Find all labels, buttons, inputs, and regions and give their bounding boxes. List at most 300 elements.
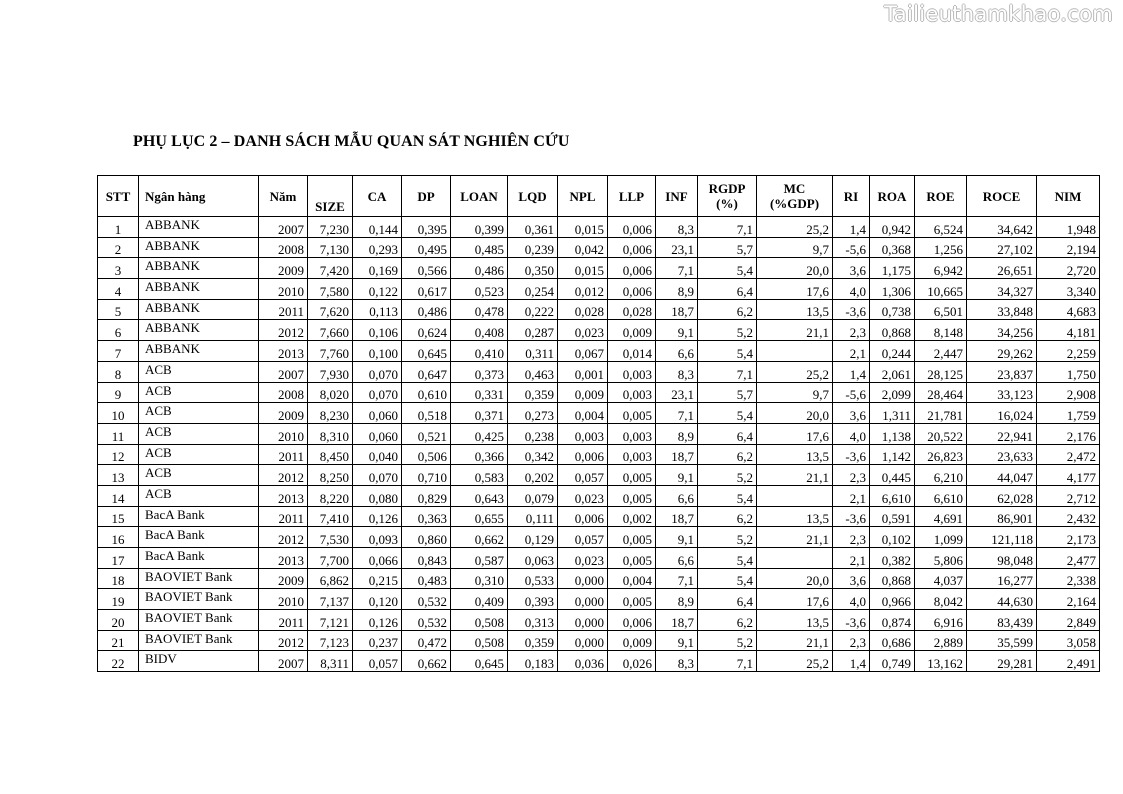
cell-dp: 0,662 — [402, 651, 451, 672]
cell-ri: 2,1 — [833, 548, 870, 569]
cell-size: 7,123 — [308, 630, 353, 651]
cell-year: 2013 — [259, 548, 308, 569]
cell-roe: 6,210 — [915, 465, 967, 486]
cell-rgdp: 6,4 — [698, 423, 757, 444]
cell-roa: 1,306 — [870, 279, 915, 300]
cell-llp: 0,028 — [608, 299, 656, 320]
table-row — [98, 610, 1100, 631]
cell-ri: -5,6 — [833, 382, 870, 403]
observation-table — [97, 175, 1100, 672]
cell-llp: 0,004 — [608, 568, 656, 589]
cell-roce: 34,256 — [967, 320, 1037, 341]
cell-dp: 0,624 — [402, 320, 451, 341]
cell-loan: 0,373 — [451, 361, 508, 382]
cell-dp: 0,532 — [402, 610, 451, 631]
table-row — [98, 506, 1100, 527]
cell-npl: 0,057 — [558, 527, 608, 548]
cell-loan: 0,508 — [451, 610, 508, 631]
cell-dp: 0,495 — [402, 237, 451, 258]
cell-stt: 2 — [98, 237, 139, 258]
cell-lqd: 0,222 — [508, 299, 558, 320]
cell-llp: 0,005 — [608, 465, 656, 486]
cell-npl: 0,000 — [558, 589, 608, 610]
col-header-roe: ROE — [915, 176, 967, 217]
cell-llp: 0,005 — [608, 589, 656, 610]
watermark: Tailieuthamkhao.com — [884, 2, 1113, 26]
cell-rgdp: 5,4 — [698, 341, 757, 362]
cell-llp: 0,006 — [608, 279, 656, 300]
cell-llp: 0,003 — [608, 382, 656, 403]
cell-inf: 7,1 — [656, 403, 698, 424]
cell-ca: 0,113 — [353, 299, 402, 320]
cell-roce: 26,651 — [967, 258, 1037, 279]
cell-llp: 0,002 — [608, 506, 656, 527]
cell-loan: 0,508 — [451, 630, 508, 651]
cell-size: 7,130 — [308, 237, 353, 258]
cell-dp: 0,363 — [402, 506, 451, 527]
col-header-rgdp: RGDP (%) — [698, 176, 757, 217]
cell-roa: 0,368 — [870, 237, 915, 258]
cell-inf: 6,6 — [656, 485, 698, 506]
cell-roce: 35,599 — [967, 630, 1037, 651]
cell-ri: 1,4 — [833, 361, 870, 382]
cell-ca: 0,066 — [353, 548, 402, 569]
cell-dp: 0,506 — [402, 444, 451, 465]
cell-year: 2012 — [259, 630, 308, 651]
cell-stt: 17 — [98, 548, 139, 569]
cell-lqd: 0,202 — [508, 465, 558, 486]
cell-loan: 0,399 — [451, 217, 508, 238]
cell-stt: 15 — [98, 506, 139, 527]
cell-dp: 0,829 — [402, 485, 451, 506]
cell-size: 8,230 — [308, 403, 353, 424]
cell-stt: 10 — [98, 403, 139, 424]
cell-mc: 21,1 — [757, 630, 833, 651]
cell-rgdp: 6,4 — [698, 279, 757, 300]
cell-stt: 12 — [98, 444, 139, 465]
cell-roa: 0,738 — [870, 299, 915, 320]
cell-npl: 0,015 — [558, 217, 608, 238]
cell-rgdp: 5,7 — [698, 237, 757, 258]
cell-bank: ABBANK — [139, 299, 259, 320]
table-row — [98, 258, 1100, 279]
cell-year: 2008 — [259, 237, 308, 258]
cell-ri: 4,0 — [833, 589, 870, 610]
cell-bank: ACB — [139, 361, 259, 382]
cell-lqd: 0,463 — [508, 361, 558, 382]
cell-roa: 0,868 — [870, 568, 915, 589]
table-row — [98, 630, 1100, 651]
cell-ca: 0,293 — [353, 237, 402, 258]
cell-size: 8,311 — [308, 651, 353, 672]
cell-size: 7,420 — [308, 258, 353, 279]
cell-bank: ACB — [139, 382, 259, 403]
cell-ri: 2,3 — [833, 630, 870, 651]
cell-npl: 0,023 — [558, 485, 608, 506]
cell-llp: 0,009 — [608, 320, 656, 341]
cell-rgdp: 5,2 — [698, 630, 757, 651]
cell-llp: 0,006 — [608, 258, 656, 279]
cell-year: 2008 — [259, 382, 308, 403]
cell-inf: 23,1 — [656, 237, 698, 258]
cell-mc — [757, 485, 833, 506]
cell-loan: 0,366 — [451, 444, 508, 465]
col-header-loan: LOAN — [451, 176, 508, 217]
cell-rgdp: 5,2 — [698, 527, 757, 548]
cell-ca: 0,144 — [353, 217, 402, 238]
cell-ca: 0,060 — [353, 403, 402, 424]
cell-rgdp: 5,4 — [698, 258, 757, 279]
cell-lqd: 0,111 — [508, 506, 558, 527]
table-row — [98, 651, 1100, 672]
cell-bank: ACB — [139, 403, 259, 424]
cell-npl: 0,000 — [558, 610, 608, 631]
cell-roce: 27,102 — [967, 237, 1037, 258]
cell-inf: 8,3 — [656, 651, 698, 672]
cell-dp: 0,483 — [402, 568, 451, 589]
cell-roa: 0,686 — [870, 630, 915, 651]
cell-npl: 0,057 — [558, 465, 608, 486]
cell-stt: 19 — [98, 589, 139, 610]
cell-loan: 0,486 — [451, 258, 508, 279]
table-row — [98, 341, 1100, 362]
cell-llp: 0,005 — [608, 527, 656, 548]
cell-npl: 0,006 — [558, 506, 608, 527]
cell-ca: 0,080 — [353, 485, 402, 506]
col-header-roce: ROCE — [967, 176, 1037, 217]
cell-roe: 6,501 — [915, 299, 967, 320]
cell-npl: 0,001 — [558, 361, 608, 382]
cell-mc: 25,2 — [757, 361, 833, 382]
cell-dp: 0,617 — [402, 279, 451, 300]
cell-mc: 20,0 — [757, 403, 833, 424]
cell-ca: 0,215 — [353, 568, 402, 589]
col-header-ri: RI — [833, 176, 870, 217]
cell-npl: 0,006 — [558, 444, 608, 465]
cell-ri: 1,4 — [833, 651, 870, 672]
cell-roa: 0,966 — [870, 589, 915, 610]
cell-stt: 18 — [98, 568, 139, 589]
col-header-npl: NPL — [558, 176, 608, 217]
cell-nim: 2,164 — [1037, 589, 1100, 610]
cell-llp: 0,003 — [608, 423, 656, 444]
cell-stt: 1 — [98, 217, 139, 238]
cell-year: 2012 — [259, 465, 308, 486]
cell-bank: ACB — [139, 465, 259, 486]
cell-roa: 0,445 — [870, 465, 915, 486]
cell-npl: 0,036 — [558, 651, 608, 672]
cell-stt: 16 — [98, 527, 139, 548]
table-row — [98, 485, 1100, 506]
cell-nim: 2,176 — [1037, 423, 1100, 444]
cell-lqd: 0,063 — [508, 548, 558, 569]
cell-inf: 8,9 — [656, 279, 698, 300]
cell-ca: 0,070 — [353, 361, 402, 382]
cell-roce: 34,327 — [967, 279, 1037, 300]
cell-roce: 33,123 — [967, 382, 1037, 403]
table-row — [98, 279, 1100, 300]
cell-stt: 7 — [98, 341, 139, 362]
cell-loan: 0,645 — [451, 651, 508, 672]
cell-ri: 2,3 — [833, 465, 870, 486]
cell-inf: 9,1 — [656, 320, 698, 341]
cell-year: 2007 — [259, 217, 308, 238]
cell-dp: 0,532 — [402, 589, 451, 610]
cell-year: 2011 — [259, 610, 308, 631]
cell-roce: 86,901 — [967, 506, 1037, 527]
cell-roce: 22,941 — [967, 423, 1037, 444]
cell-bank: ABBANK — [139, 320, 259, 341]
cell-ca: 0,120 — [353, 589, 402, 610]
cell-mc: 17,6 — [757, 279, 833, 300]
cell-size: 7,660 — [308, 320, 353, 341]
cell-nim: 2,491 — [1037, 651, 1100, 672]
cell-year: 2007 — [259, 361, 308, 382]
cell-bank: BIDV — [139, 651, 259, 672]
cell-ri: -3,6 — [833, 506, 870, 527]
cell-roa: 2,061 — [870, 361, 915, 382]
cell-year: 2009 — [259, 403, 308, 424]
cell-nim: 4,177 — [1037, 465, 1100, 486]
cell-roe: 2,889 — [915, 630, 967, 651]
cell-size: 8,310 — [308, 423, 353, 444]
col-header-ca: CA — [353, 176, 402, 217]
cell-inf: 7,1 — [656, 568, 698, 589]
table-row — [98, 403, 1100, 424]
cell-ri: 2,1 — [833, 341, 870, 362]
cell-size: 7,760 — [308, 341, 353, 362]
cell-npl: 0,003 — [558, 423, 608, 444]
cell-ri: 4,0 — [833, 423, 870, 444]
cell-lqd: 0,183 — [508, 651, 558, 672]
table-row — [98, 423, 1100, 444]
col-header-mc: MC (%GDP) — [757, 176, 833, 217]
cell-ca: 0,126 — [353, 506, 402, 527]
cell-inf: 6,6 — [656, 341, 698, 362]
cell-inf: 18,7 — [656, 299, 698, 320]
col-header-year: Năm — [259, 176, 308, 217]
cell-roe: 28,464 — [915, 382, 967, 403]
cell-mc — [757, 548, 833, 569]
cell-ca: 0,122 — [353, 279, 402, 300]
cell-npl: 0,023 — [558, 320, 608, 341]
cell-ri: 3,6 — [833, 403, 870, 424]
cell-bank: ACB — [139, 423, 259, 444]
cell-roa: 6,610 — [870, 485, 915, 506]
cell-rgdp: 5,2 — [698, 320, 757, 341]
cell-ca: 0,093 — [353, 527, 402, 548]
cell-llp: 0,006 — [608, 610, 656, 631]
col-header-roa: ROA — [870, 176, 915, 217]
cell-npl: 0,009 — [558, 382, 608, 403]
cell-dp: 0,843 — [402, 548, 451, 569]
cell-rgdp: 7,1 — [698, 361, 757, 382]
cell-mc: 17,6 — [757, 423, 833, 444]
cell-roe: 28,125 — [915, 361, 967, 382]
table-row — [98, 299, 1100, 320]
cell-lqd: 0,359 — [508, 630, 558, 651]
cell-inf: 8,3 — [656, 217, 698, 238]
cell-roe: 6,942 — [915, 258, 967, 279]
cell-ri: -3,6 — [833, 610, 870, 631]
cell-dp: 0,395 — [402, 217, 451, 238]
cell-roce: 83,439 — [967, 610, 1037, 631]
table-row — [98, 382, 1100, 403]
cell-lqd: 0,350 — [508, 258, 558, 279]
cell-ri: -5,6 — [833, 237, 870, 258]
cell-lqd: 0,533 — [508, 568, 558, 589]
cell-npl: 0,028 — [558, 299, 608, 320]
cell-loan: 0,371 — [451, 403, 508, 424]
cell-roe: 8,042 — [915, 589, 967, 610]
cell-rgdp: 5,4 — [698, 485, 757, 506]
cell-roe: 10,665 — [915, 279, 967, 300]
cell-ca: 0,169 — [353, 258, 402, 279]
cell-mc: 20,0 — [757, 568, 833, 589]
table-body — [98, 217, 1100, 672]
cell-ri: 1,4 — [833, 217, 870, 238]
cell-size: 8,020 — [308, 382, 353, 403]
cell-size: 7,230 — [308, 217, 353, 238]
cell-dp: 0,610 — [402, 382, 451, 403]
cell-roa: 0,942 — [870, 217, 915, 238]
cell-inf: 18,7 — [656, 444, 698, 465]
cell-roe: 4,691 — [915, 506, 967, 527]
cell-bank: ABBANK — [139, 341, 259, 362]
cell-roa: 1,311 — [870, 403, 915, 424]
cell-nim: 2,338 — [1037, 568, 1100, 589]
cell-mc: 17,6 — [757, 589, 833, 610]
table-row — [98, 361, 1100, 382]
cell-stt: 14 — [98, 485, 139, 506]
cell-rgdp: 5,2 — [698, 465, 757, 486]
cell-llp: 0,005 — [608, 485, 656, 506]
cell-ca: 0,040 — [353, 444, 402, 465]
cell-mc: 13,5 — [757, 299, 833, 320]
cell-roe: 1,099 — [915, 527, 967, 548]
cell-inf: 8,9 — [656, 423, 698, 444]
cell-size: 7,121 — [308, 610, 353, 631]
cell-loan: 0,331 — [451, 382, 508, 403]
cell-dp: 0,566 — [402, 258, 451, 279]
cell-size: 7,620 — [308, 299, 353, 320]
cell-size: 8,450 — [308, 444, 353, 465]
cell-roe: 5,806 — [915, 548, 967, 569]
table-header-row — [98, 176, 1100, 217]
cell-roce: 44,047 — [967, 465, 1037, 486]
cell-lqd: 0,079 — [508, 485, 558, 506]
cell-stt: 22 — [98, 651, 139, 672]
cell-loan: 0,485 — [451, 237, 508, 258]
cell-year: 2009 — [259, 568, 308, 589]
cell-mc: 21,1 — [757, 465, 833, 486]
cell-stt: 6 — [98, 320, 139, 341]
cell-year: 2011 — [259, 299, 308, 320]
col-header-nim: NIM — [1037, 176, 1100, 217]
cell-nim: 2,472 — [1037, 444, 1100, 465]
cell-roa: 1,142 — [870, 444, 915, 465]
cell-nim: 2,849 — [1037, 610, 1100, 631]
cell-year: 2010 — [259, 589, 308, 610]
cell-size: 7,930 — [308, 361, 353, 382]
cell-inf: 8,9 — [656, 589, 698, 610]
cell-nim: 2,712 — [1037, 485, 1100, 506]
cell-mc — [757, 341, 833, 362]
cell-roce: 34,642 — [967, 217, 1037, 238]
cell-nim: 2,908 — [1037, 382, 1100, 403]
cell-nim: 2,259 — [1037, 341, 1100, 362]
table-row — [98, 568, 1100, 589]
cell-roa: 1,175 — [870, 258, 915, 279]
cell-roce: 23,837 — [967, 361, 1037, 382]
cell-loan: 0,662 — [451, 527, 508, 548]
cell-roe: 6,916 — [915, 610, 967, 631]
cell-roa: 0,874 — [870, 610, 915, 631]
col-header-bank: Ngân hàng — [139, 176, 259, 217]
cell-ri: 2,3 — [833, 527, 870, 548]
cell-size: 8,220 — [308, 485, 353, 506]
cell-stt: 8 — [98, 361, 139, 382]
cell-mc: 25,2 — [757, 217, 833, 238]
cell-roe: 6,524 — [915, 217, 967, 238]
cell-nim: 3,340 — [1037, 279, 1100, 300]
cell-inf: 23,1 — [656, 382, 698, 403]
cell-stt: 13 — [98, 465, 139, 486]
cell-year: 2007 — [259, 651, 308, 672]
cell-ca: 0,126 — [353, 610, 402, 631]
cell-nim: 1,750 — [1037, 361, 1100, 382]
cell-npl: 0,067 — [558, 341, 608, 362]
cell-lqd: 0,313 — [508, 610, 558, 631]
cell-roce: 33,848 — [967, 299, 1037, 320]
cell-mc: 25,2 — [757, 651, 833, 672]
cell-rgdp: 6,2 — [698, 299, 757, 320]
cell-lqd: 0,273 — [508, 403, 558, 424]
cell-rgdp: 5,4 — [698, 548, 757, 569]
cell-inf: 18,7 — [656, 506, 698, 527]
cell-mc: 9,7 — [757, 382, 833, 403]
cell-nim: 1,759 — [1037, 403, 1100, 424]
cell-roe: 20,522 — [915, 423, 967, 444]
cell-dp: 0,518 — [402, 403, 451, 424]
cell-dp: 0,521 — [402, 423, 451, 444]
cell-bank: BacA Bank — [139, 506, 259, 527]
table-row — [98, 548, 1100, 569]
cell-rgdp: 6,2 — [698, 444, 757, 465]
cell-llp: 0,003 — [608, 444, 656, 465]
cell-mc: 21,1 — [757, 527, 833, 548]
cell-lqd: 0,129 — [508, 527, 558, 548]
cell-size: 7,700 — [308, 548, 353, 569]
cell-bank: ABBANK — [139, 237, 259, 258]
cell-rgdp: 5,7 — [698, 382, 757, 403]
cell-roa: 0,244 — [870, 341, 915, 362]
cell-rgdp: 5,4 — [698, 568, 757, 589]
cell-roce: 29,281 — [967, 651, 1037, 672]
cell-lqd: 0,393 — [508, 589, 558, 610]
cell-size: 7,530 — [308, 527, 353, 548]
cell-dp: 0,860 — [402, 527, 451, 548]
cell-size: 7,137 — [308, 589, 353, 610]
cell-ca: 0,100 — [353, 341, 402, 362]
cell-loan: 0,425 — [451, 423, 508, 444]
cell-llp: 0,026 — [608, 651, 656, 672]
cell-roa: 0,382 — [870, 548, 915, 569]
cell-roe: 1,256 — [915, 237, 967, 258]
cell-stt: 4 — [98, 279, 139, 300]
cell-stt: 5 — [98, 299, 139, 320]
cell-mc: 9,7 — [757, 237, 833, 258]
